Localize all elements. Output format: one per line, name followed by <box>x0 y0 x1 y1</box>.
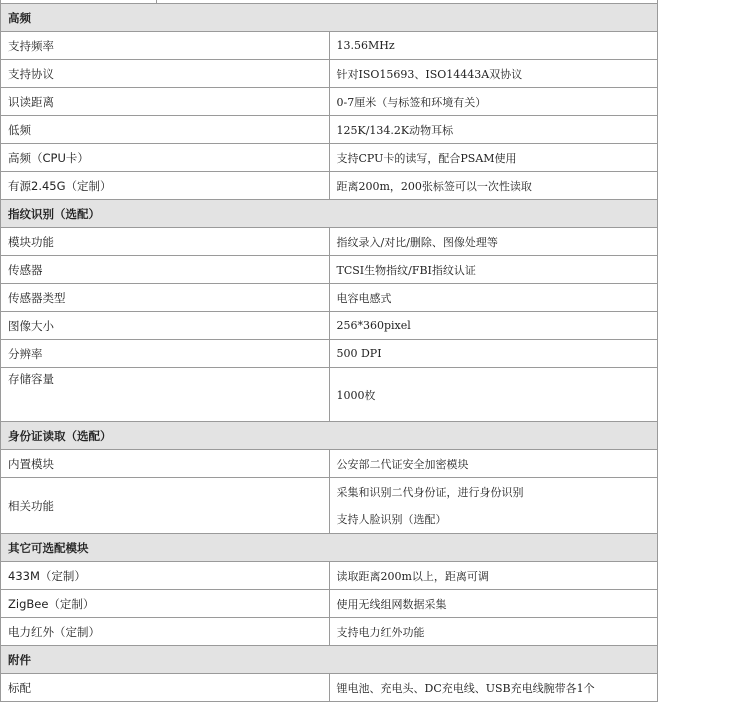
section-header-accessories <box>1 646 658 674</box>
row-key: 传感器类型 <box>1 284 330 312</box>
row-value: 125K/134.2K动物耳标 <box>329 116 658 144</box>
row-key: 低频 <box>1 116 330 144</box>
table-row <box>1 312 658 340</box>
row-key: 433M（定制） <box>1 562 330 590</box>
table-row <box>1 60 658 88</box>
row-key: 分辨率 <box>1 340 330 368</box>
row-key: 电力红外（定制） <box>1 618 330 646</box>
row-key: 相关功能 <box>1 478 330 534</box>
row-key: 图像大小 <box>1 312 330 340</box>
table-row <box>1 674 658 702</box>
row-value: 公安部二代证安全加密模块 <box>329 450 658 478</box>
row-key: 高频（CPU卡） <box>1 144 330 172</box>
table-row <box>1 256 658 284</box>
section-title: 附件 <box>1 646 658 674</box>
table-row <box>1 368 658 422</box>
table-row <box>1 172 658 200</box>
section-header-hf <box>1 4 658 32</box>
table-row <box>1 228 658 256</box>
table-row <box>1 32 658 60</box>
table-row <box>1 590 658 618</box>
section-title: 指纹识别（选配） <box>1 200 658 228</box>
table-row <box>1 478 658 534</box>
row-value: 锂电池、充电头、DC充电线、USB充电线腕带各1个 <box>329 674 658 702</box>
row-key: 支持频率 <box>1 32 330 60</box>
row-value-line: 支持人脸识别（选配） <box>336 512 447 526</box>
row-key: ZigBee（定制） <box>1 590 330 618</box>
section-title: 其它可选配模块 <box>1 534 658 562</box>
table-row <box>1 284 658 312</box>
row-value: 支持电力红外功能 <box>329 618 658 646</box>
row-value: 读取距离200m以上，距离可调 <box>329 562 658 590</box>
row-value: 距离200m，200张标签可以一次性读取 <box>329 172 658 200</box>
row-value: TCSI生物指纹/FBI指纹认证 <box>329 256 658 284</box>
row-value: 500 DPI <box>329 340 658 368</box>
row-key: 内置模块 <box>1 450 330 478</box>
section-header-fingerprint <box>1 200 658 228</box>
spec-grid <box>0 3 658 702</box>
table-top-edge <box>0 0 658 3</box>
table-row <box>1 144 658 172</box>
row-key: 标配 <box>1 674 330 702</box>
row-key: 存储容量 <box>1 368 330 422</box>
row-value: 1000枚 <box>329 368 658 422</box>
table-row <box>1 88 658 116</box>
section-header-idcard <box>1 422 658 450</box>
row-value: 指纹录入/对比/删除、图像处理等 <box>329 228 658 256</box>
table-row <box>1 340 658 368</box>
section-header-optional <box>1 534 658 562</box>
table-row <box>1 618 658 646</box>
row-value-multiline <box>329 478 658 534</box>
section-title: 高频 <box>1 4 658 32</box>
section-title: 身份证读取（选配） <box>1 422 658 450</box>
row-value-line: 采集和识别二代身份证，进行身份识别 <box>336 485 524 499</box>
table-row <box>1 116 658 144</box>
row-key: 传感器 <box>1 256 330 284</box>
table-row <box>1 450 658 478</box>
table-row <box>1 562 658 590</box>
row-value: 256*360pixel <box>329 312 658 340</box>
row-value: 支持CPU卡的读写，配合PSAM使用 <box>329 144 658 172</box>
row-value: 使用无线组网数据采集 <box>329 590 658 618</box>
row-value: 电容电感式 <box>329 284 658 312</box>
row-key: 有源2.45G（定制） <box>1 172 330 200</box>
row-key: 识读距离 <box>1 88 330 116</box>
row-key: 模块功能 <box>1 228 330 256</box>
row-key: 支持协议 <box>1 60 330 88</box>
row-value: 13.56MHz <box>329 32 658 60</box>
row-value: 针对ISO15693、ISO14443A双协议 <box>329 60 658 88</box>
row-value: 0-7厘米（与标签和环境有关） <box>329 88 658 116</box>
